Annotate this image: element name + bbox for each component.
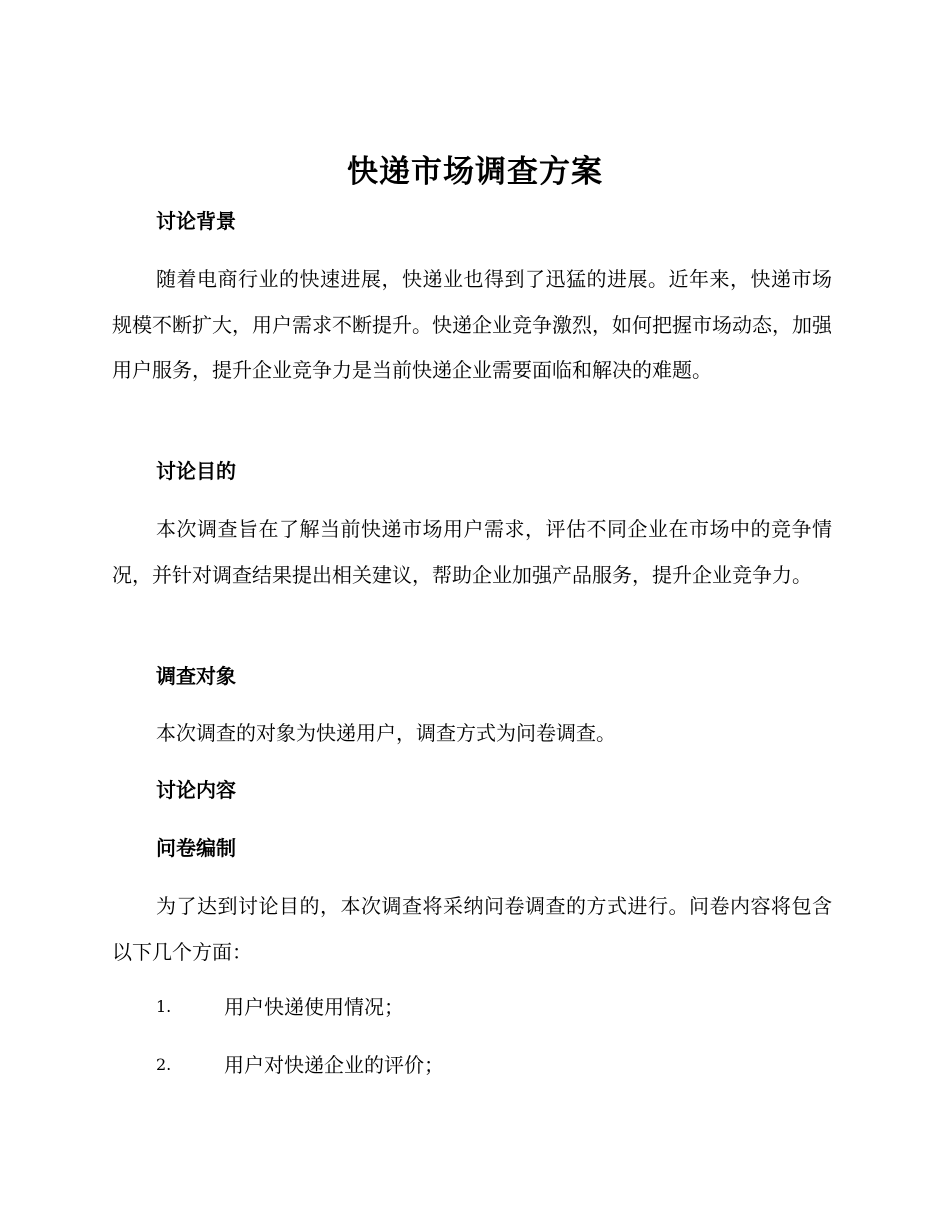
- list-item: [156, 1051, 444, 1079]
- list-item: [156, 993, 404, 1021]
- list-text: 用户快递使用情况；: [224, 995, 404, 1019]
- section-heading-content: 讨论内容: [156, 778, 236, 802]
- section-heading-questionnaire: 问卷编制: [156, 836, 236, 860]
- paragraph-questionnaire: 为了达到讨论目的，本次调查将采纳问卷调查的方式进行。问卷内容将包含以下几个方面：: [112, 894, 832, 964]
- paragraph-subject: 本次调查的对象为快递用户，调查方式为问卷调查。: [156, 721, 616, 745]
- list-number: 2.: [156, 1055, 172, 1074]
- paragraph-purpose: 本次调查旨在了解当前快递市场用户需求，评估不同企业在市场中的竞争情况，并针对调查结果提出相关建议，帮助企业加强产品服务，提升企业竞争力。: [112, 517, 832, 587]
- list-text: 用户对快递企业的评价；: [224, 1053, 444, 1077]
- list-number: 1.: [156, 997, 172, 1016]
- paragraph-background: 随着电商行业的快速进展，快递业也得到了迅猛的进展。近年来，快递市场规模不断扩大，用户需求不断提升。快递企业竞争激烈，如何把握市场动态，加强用户服务，提升企业竞争力是当前快递企业需要面临和解决的难题。: [112, 267, 832, 382]
- document-title: 快递市场调查方案: [347, 154, 603, 190]
- section-heading-purpose: 讨论目的: [156, 459, 236, 483]
- section-heading-subject: 调查对象: [156, 664, 236, 688]
- section-heading-background: 讨论背景: [156, 209, 236, 233]
